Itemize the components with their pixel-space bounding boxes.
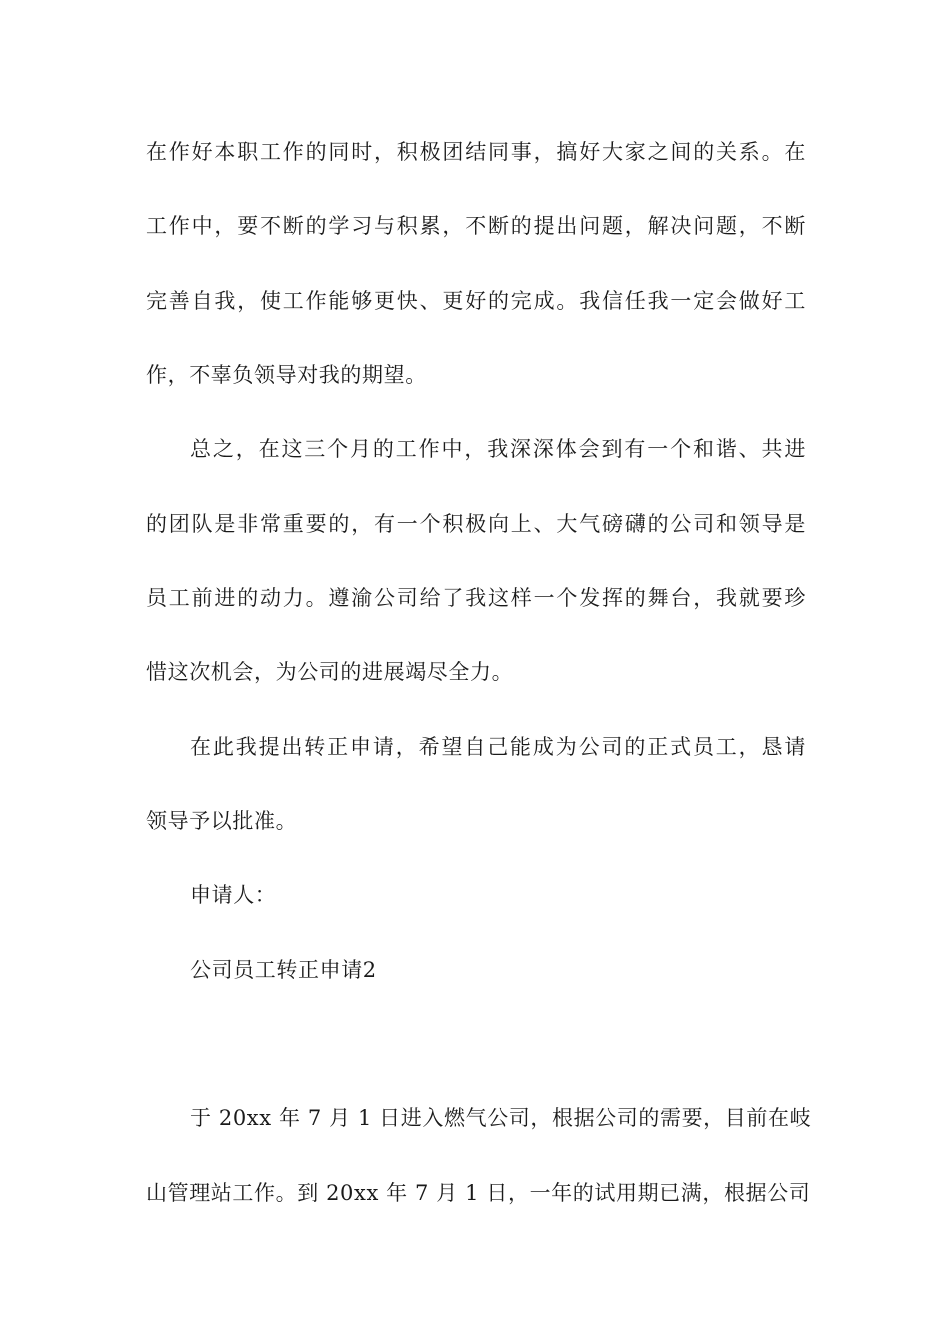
paragraph-line: 作，不辜负领导对我的期望。 [146, 363, 427, 387]
paragraph-line: 在作好本职工作的同时，积极团结同事，搞好大家之间的关系。在 [146, 140, 806, 164]
paragraph-line: 完善自我，使工作能够更快、更好的完成。我信任我一定会做好工 [146, 289, 806, 313]
paragraph-line: 工作中，要不断的学习与积累，不断的提出问题，解决问题，不断 [146, 214, 806, 238]
paragraph-line: 的团队是非常重要的，有一个积极向上、大气磅礴的公司和领导是 [146, 512, 806, 536]
applicant-label: 申请人： [190, 883, 277, 907]
paragraph-line: 员工前进的动力。遵渝公司给了我这样一个发挥的舞台，我就要珍 [146, 586, 806, 610]
paragraph-line: 领导予以批准。 [146, 809, 298, 833]
paragraph-line: 在此我提出转正申请，希望自己能成为公司的正式员工，恳请 [190, 735, 806, 759]
paragraph-line: 于 20xx 年 7 月 1 日进入燃气公司，根据公司的需要，目前在岐 [190, 1106, 812, 1130]
paragraph-line: 山管理站工作。到 20xx 年 7 月 1 日，一年的试用期已满，根据公司 [146, 1181, 811, 1205]
section-title: 公司员工转正申请2 [190, 958, 377, 982]
paragraph-line: 总之，在这三个月的工作中，我深深体会到有一个和谐、共进 [190, 437, 806, 461]
paragraph-line: 惜这次机会，为公司的进展竭尽全力。 [146, 660, 514, 684]
